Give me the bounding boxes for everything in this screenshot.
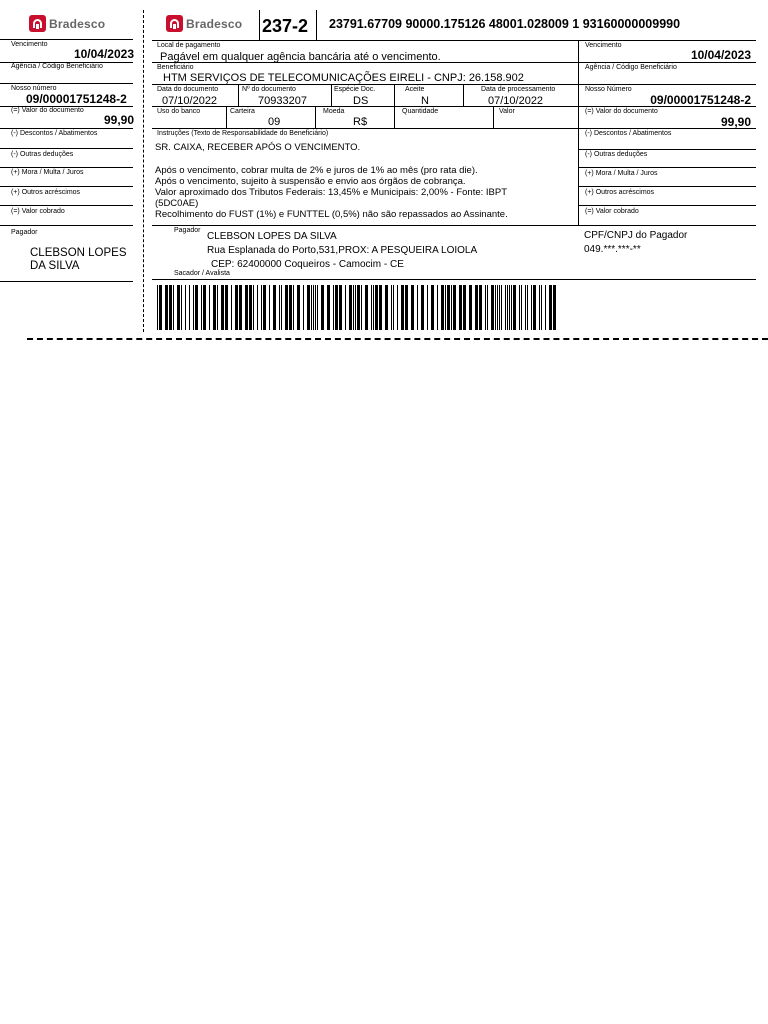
barcode-bar (427, 285, 428, 330)
barcode-bar (269, 285, 270, 330)
barcode (157, 285, 559, 330)
barcode-bar (545, 285, 546, 330)
stub-pagador-line2: DA SILVA (30, 260, 80, 272)
valor-documento: 99,90 (720, 115, 751, 129)
barcode-bar (203, 285, 206, 330)
barcode-bar (479, 285, 482, 330)
nosso-numero-label: Nosso Número (585, 86, 632, 93)
instrucao-line: Após o vencimento, sujeito à suspensão e envio aos órgãos de cobrança. (155, 176, 466, 187)
digitable-line: 23791.67709 90000.175126 48001.028009 1 93160000009990 (329, 17, 681, 31)
numero-documento-label: Nº do documento (242, 86, 296, 93)
data-processamento-label: Data de processamento (481, 86, 556, 93)
barcode-bar (165, 285, 168, 330)
barcode-bar (195, 285, 198, 330)
barcode-bar (397, 285, 398, 330)
especie-doc: DS (353, 95, 369, 107)
barcode-bar (375, 285, 378, 330)
barcode-bar (379, 285, 382, 330)
instrucao-line: Recolhimento do FUST (1%) e FUNTTEL (0,5%) não são repassados ao Assinante. (155, 209, 508, 220)
stub-vencimento: 10/04/2023 (73, 47, 134, 61)
bank-name: Bradesco (186, 16, 243, 31)
cpf-pagador-label: CPF/CNPJ do Pagador (584, 230, 688, 241)
pagador-endereco: Rua Esplanada do Porto,531,PROX: A PESQUEIRA LOIOLA (207, 245, 478, 256)
barcode-bar (405, 285, 408, 330)
barcode-bar (209, 285, 210, 330)
cpf-pagador: 049.***.***-** (584, 244, 641, 255)
uso-banco-label: Uso do banco (157, 108, 201, 115)
barcode-bar (459, 285, 462, 330)
barcode-bar (509, 285, 510, 330)
carteira: 09 (268, 116, 281, 128)
bradesco-logo-main (166, 15, 242, 32)
barcode-bar (437, 285, 438, 330)
outros-acrescimos-label: (+) Outros acréscimos (585, 189, 655, 196)
data-documento: 07/10/2022 (162, 95, 218, 107)
stub-pagador-label: Pagador (11, 229, 38, 236)
barcode-bar (447, 285, 450, 330)
barcode-bar (235, 285, 238, 330)
beneficiario: HTM SERVIÇOS DE TELECOMUNICAÇÕES EIRELI - CNPJ: 26.158.902 (163, 72, 524, 84)
stub-mora-label: (+) Mora / Multa / Juros (11, 169, 84, 176)
barcode-bar (453, 285, 456, 330)
barcode-bar (177, 285, 180, 330)
barcode-bar (475, 285, 478, 330)
pagador-cep: CEP: 62400000 Coqueiros - Camocim - CE (211, 259, 404, 270)
barcode-bar (185, 285, 186, 330)
barcode-bar (307, 285, 310, 330)
barcode-bar (231, 285, 232, 330)
barcode-bar (281, 285, 282, 330)
valor-cobrado-label: (=) Valor cobrado (585, 208, 639, 215)
barcode-bar (245, 285, 248, 330)
barcode-bar (511, 285, 512, 330)
barcode-bar (533, 285, 536, 330)
barcode-bar (505, 285, 506, 330)
barcode-bar (189, 285, 190, 330)
barcode-bar (531, 285, 532, 330)
barcode-bar (371, 285, 372, 330)
pagador-nome: CLEBSON LOPES DA SILVA (207, 231, 337, 242)
barcode-bar (553, 285, 556, 330)
barcode-bar (385, 285, 388, 330)
descontos-label: (-) Descontos / Abatimentos (585, 130, 672, 137)
barcode-bar (173, 285, 174, 330)
barcode-bar (445, 285, 446, 330)
numero-documento: 70933207 (258, 95, 307, 107)
stub-nosso-numero: 09/00001751248-2 (26, 92, 127, 106)
barcode-bar (519, 285, 520, 330)
local-pagamento-label: Local de pagamento (157, 42, 221, 49)
barcode-bar (303, 285, 304, 330)
barcode-bar (279, 285, 280, 330)
barcode-bar (469, 285, 472, 330)
instrucao-line: Valor aproximado dos Tributos Federais: 13,45% e Municipais: 2,00% - Fonte: IBPT (155, 187, 508, 198)
carteira-label: Carteira (230, 108, 255, 115)
barcode-bar (345, 285, 346, 330)
instrucoes-label: Instruções (Texto de Responsabilidade do Beneficiário) (157, 130, 329, 137)
barcode-bar (321, 285, 324, 330)
barcode-bar (297, 285, 300, 330)
cut-line (27, 338, 768, 340)
barcode-bar (527, 285, 528, 330)
bank-code: 237-2 (262, 16, 309, 36)
barcode-bar (193, 285, 194, 330)
barcode-bar (421, 285, 424, 330)
barcode-bar (495, 285, 496, 330)
barcode-bar (311, 285, 312, 330)
barcode-bar (391, 285, 392, 330)
stub-outras-deducoes-label: (-) Outras deduções (11, 151, 74, 158)
barcode-bar (339, 285, 342, 330)
agencia-label: Agência / Código Beneficiário (585, 64, 677, 71)
data-processamento: 07/10/2022 (488, 95, 544, 107)
barcode-bar (507, 285, 508, 330)
sacador-label: Sacador / Avalista (174, 270, 230, 277)
barcode-bar (221, 285, 224, 330)
vencimento-label: Vencimento (585, 42, 622, 49)
barcode-bar (501, 285, 502, 330)
valor-label: Valor (499, 108, 515, 115)
data-documento-label: Data do documento (157, 86, 219, 93)
pagador-label: Pagador (174, 227, 201, 234)
stub-valor-doc-label: (=) Valor do documento (11, 107, 84, 114)
beneficiario-label: Beneficiário (157, 64, 194, 71)
barcode-bar (491, 285, 494, 330)
outras-deducoes-label: (-) Outras deduções (585, 151, 648, 158)
stub-outros-acrescimos-label: (+) Outros acréscimos (11, 189, 81, 196)
quantidade-label: Quantidade (402, 108, 439, 115)
aceite-label: Aceite (405, 86, 425, 93)
barcode-bar (393, 285, 394, 330)
bradesco-mark-icon (29, 15, 46, 32)
stub-agencia-label: Agência / Código Beneficiário (11, 63, 103, 70)
stub-pagador-line1: CLEBSON LOPES (30, 247, 127, 259)
barcode-bar (257, 285, 258, 330)
barcode-bar (487, 285, 488, 330)
barcode-bar (289, 285, 292, 330)
barcode-bar (497, 285, 498, 330)
barcode-bar (285, 285, 288, 330)
barcode-bar (263, 285, 266, 330)
bank-name: Bradesco (49, 16, 106, 31)
barcode-bar (541, 285, 542, 330)
barcode-bar (261, 285, 262, 330)
barcode-bar (239, 285, 242, 330)
barcode-bar (249, 285, 252, 330)
barcode-bar (293, 285, 294, 330)
barcode-bar (159, 285, 162, 330)
barcode-bar (315, 285, 316, 330)
barcode-bar (411, 285, 414, 330)
barcode-bar (273, 285, 276, 330)
instrucao-line: Após o vencimento, cobrar multa de 2% e juros de 1% ao mês (pro rata die). (155, 165, 478, 176)
stub-valor-cobrado-label: (=) Valor cobrado (11, 208, 65, 215)
aceite: N (421, 95, 429, 107)
barcode-bar (485, 285, 486, 330)
bradesco-logo-stub (29, 15, 105, 32)
barcode-bar (313, 285, 314, 330)
barcode-bar (335, 285, 338, 330)
barcode-bar (521, 285, 522, 330)
mora-label: (+) Mora / Multa / Juros (585, 170, 658, 177)
stub-descontos-label: (-) Descontos / Abatimentos (11, 130, 98, 137)
barcode-bar (417, 285, 418, 330)
especie-doc-label: Espécie Doc. (334, 86, 376, 93)
barcode-bar (357, 285, 360, 330)
bradesco-mark-icon (166, 15, 183, 32)
instrucao-line: SR. CAIXA, RECEBER APÓS O VENCIMENTO. (155, 142, 361, 153)
barcode-bar (169, 285, 172, 330)
stub-valor-doc: 99,90 (103, 113, 134, 127)
instrucao-line: (5DC0AE) (155, 198, 199, 209)
barcode-bar (349, 285, 352, 330)
barcode-bar (353, 285, 354, 330)
barcode-bar (365, 285, 368, 330)
barcode-bar (441, 285, 444, 330)
barcode-bar (373, 285, 374, 330)
nosso-numero: 09/00001751248-2 (650, 93, 751, 107)
barcode-bar (431, 285, 434, 330)
barcode-bar (181, 285, 182, 330)
barcode-bar (327, 285, 330, 330)
local-pagamento: Pagável em qualquer agência bancária até o vencimento. (160, 51, 441, 63)
barcode-bar (525, 285, 526, 330)
barcode-bar (513, 285, 516, 330)
stub-nosso-numero-label: Nosso número (11, 85, 57, 92)
moeda: R$ (353, 116, 368, 128)
barcode-bar (201, 285, 202, 330)
stub-vencimento-label: Vencimento (11, 41, 48, 48)
barcode-bar (499, 285, 500, 330)
barcode-bar (333, 285, 334, 330)
barcode-bar (213, 285, 216, 330)
barcode-bar (451, 285, 452, 330)
barcode-bar (539, 285, 540, 330)
vencimento: 10/04/2023 (690, 48, 751, 62)
moeda-label: Moeda (323, 108, 345, 115)
valor-documento-label: (=) Valor do documento (585, 108, 658, 115)
barcode-bar (355, 285, 356, 330)
stub-separator (143, 10, 144, 332)
barcode-bar (463, 285, 466, 330)
barcode-bar (317, 285, 318, 330)
barcode-bar (157, 285, 158, 330)
barcode-bar (361, 285, 362, 330)
barcode-bar (225, 285, 228, 330)
barcode-bar (401, 285, 404, 330)
barcode-bar (253, 285, 254, 330)
barcode-bar (549, 285, 552, 330)
barcode-bar (217, 285, 218, 330)
